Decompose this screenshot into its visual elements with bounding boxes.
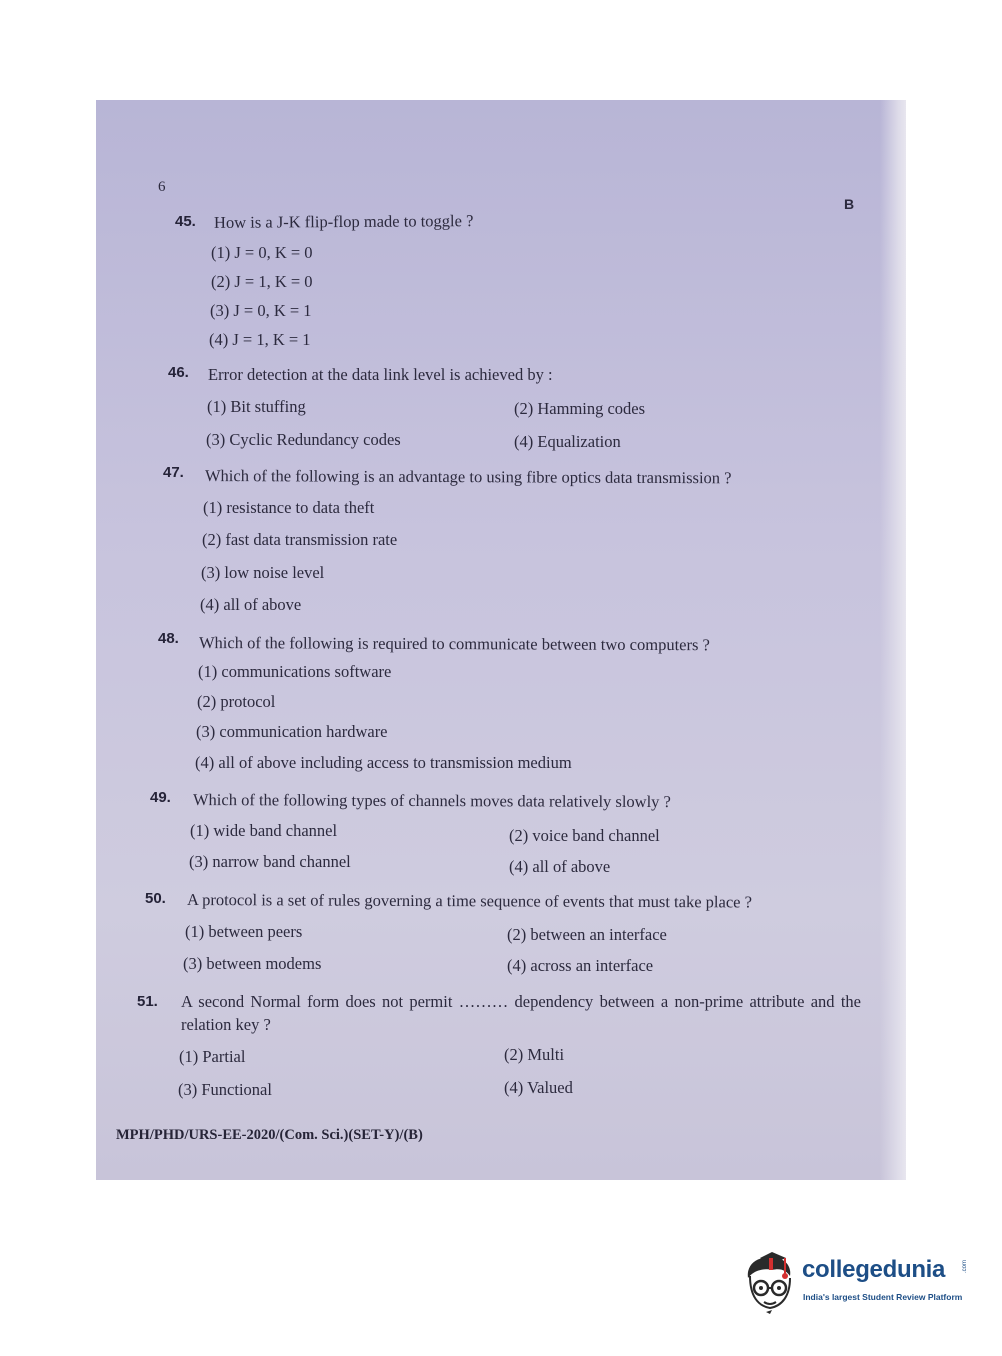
question-number: 45. [175, 213, 196, 230]
collegedunia-logo [742, 1252, 972, 1322]
option: (1) J = 0, K = 0 [211, 243, 313, 262]
question-text: Error detection at the data link level is achieved by : [208, 365, 553, 384]
option: (3) low noise level [201, 563, 325, 582]
option: (3) J = 0, K = 1 [210, 301, 312, 320]
logo-wordmark: collegedunia [802, 1256, 946, 1283]
option: (1) Bit stuffing [207, 397, 306, 416]
option: (4) Equalization [514, 432, 621, 451]
question-text: A second Normal form does not permit ……… dependency between a non-prime attribute and the relation key ? [181, 992, 861, 1034]
question-text: Which of the following is an advantage to using fibre optics data transmission ? [204, 466, 732, 488]
option: (3) narrow band channel [189, 852, 351, 871]
option: (3) Functional [178, 1080, 272, 1099]
option: (4) J = 1, K = 1 [209, 330, 311, 349]
option: (4) all of above [200, 595, 302, 614]
option: (2) Multi [504, 1045, 565, 1064]
option: (1) communications software [198, 662, 392, 681]
question-text: A protocol is a set of rules governing a time sequence of events that must take place ? [186, 890, 752, 912]
question-number: 51. [137, 993, 158, 1010]
option: (3) Cyclic Redundancy codes [206, 430, 401, 449]
question-number: 49. [150, 789, 171, 806]
option: (2) voice band channel [509, 826, 660, 845]
logo-tagline: India's largest Student Review Platform [803, 1292, 963, 1302]
option: (4) Valued [504, 1078, 573, 1097]
question-text: How is a J-K flip-flop made to toggle ? [213, 211, 474, 232]
page-number: 6 [158, 179, 166, 195]
option: (2) protocol [197, 692, 276, 711]
option: (2) J = 1, K = 0 [211, 272, 313, 291]
option: (2) fast data transmission rate [202, 530, 398, 549]
option: (3) between modems [183, 954, 322, 973]
option: (1) Partial [179, 1047, 246, 1066]
option: (2) between an interface [507, 925, 667, 944]
option: (2) Hamming codes [514, 399, 646, 418]
question-text: Which of the following types of channels moves data relatively slowly ? [192, 790, 671, 812]
option: (3) communication hardware [196, 722, 388, 741]
question-number: 48. [158, 630, 179, 647]
set-label: B [844, 196, 855, 212]
logo-domain-suffix: .com [962, 1260, 968, 1274]
question-number: 46. [168, 364, 189, 381]
option: (4) all of above including access to transmission medium [195, 753, 572, 772]
paper-code-footer: MPH/PHD/URS-EE-2020/(Com. Sci.)(SET-Y)/(B) [116, 1127, 423, 1143]
question-number: 47. [163, 464, 184, 481]
option: (1) between peers [185, 922, 303, 941]
option: (4) across an interface [507, 956, 654, 975]
option: (1) resistance to data theft [203, 498, 375, 517]
question-number: 50. [145, 890, 166, 907]
question-text: Which of the following is required to communicate between two computers ? [198, 633, 710, 655]
option: (1) wide band channel [190, 821, 338, 840]
option: (4) all of above [509, 857, 611, 876]
student-mascot-icon [742, 1252, 800, 1314]
exam-page-photo [96, 100, 906, 1180]
